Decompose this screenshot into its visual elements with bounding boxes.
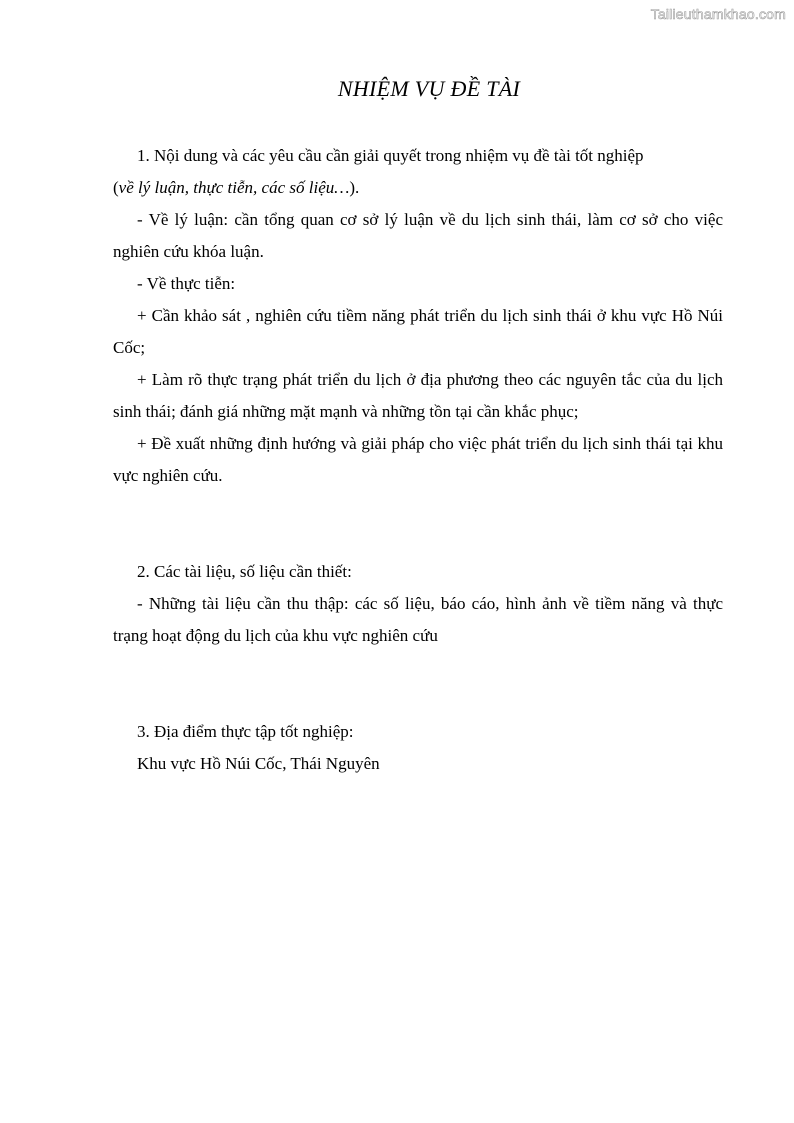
section-1-heading-note [113,172,723,204]
page-title: NHIỆM VỤ ĐỀ TÀI [337,76,521,101]
section-1-heading [113,140,723,172]
practice-item: + Làm rõ thực trạng phát triển du lịch ở địa phương theo các nguyên tắc của du lịch sinh thái; đánh giá những mặt mạnh và những tồn tại cần khắc phục; [113,370,723,421]
section-spacer [113,492,723,556]
section-1-heading-italic: về lý luận, thực tiễn, các số liệu… [118,178,350,197]
section-1-heading-text: 1. Nội dung và các yêu cầu cần giải quyết trong nhiệm vụ đề tài tốt nghiệp [137,146,644,165]
section-3-heading: 3. Địa điểm thực tập tốt nghiệp: [137,722,354,741]
watermark: Tailieuthamkhao.com [650,6,786,22]
section-spacer [113,652,723,716]
practice-item: + Đề xuất những định hướng và giải pháp cho việc phát triển du lịch sinh thái tại khu vực nghiên cứu. [113,434,723,485]
section-1-heading-close: ). [349,178,360,197]
document-body [113,140,723,780]
section-2-body: - Những tài liệu cần thu thập: các số liệu, báo cáo, hình ảnh về tiềm năng và thực trạng hoạt động du lịch của khu vực nghiên cứu [113,594,723,645]
section-1-heading-open-paren: ( [113,178,119,197]
section-1-theory: - Về lý luận: cần tổng quan cơ sở lý luận về du lịch sinh thái, làm cơ sở cho việc nghiên cứu khóa luận. [113,210,723,261]
practice-item: + Cần khảo sát , nghiên cứu tiềm năng phát triển du lịch sinh thái ở khu vực Hồ Núi Cốc; [113,306,723,357]
section-1-practice-label: - Về thực tiễn: [137,274,236,293]
section-3-location: Khu vực Hồ Núi Cốc, Thái Nguyên [137,754,380,773]
section-2-heading: 2. Các tài liệu, số liệu cần thiết: [137,562,352,581]
